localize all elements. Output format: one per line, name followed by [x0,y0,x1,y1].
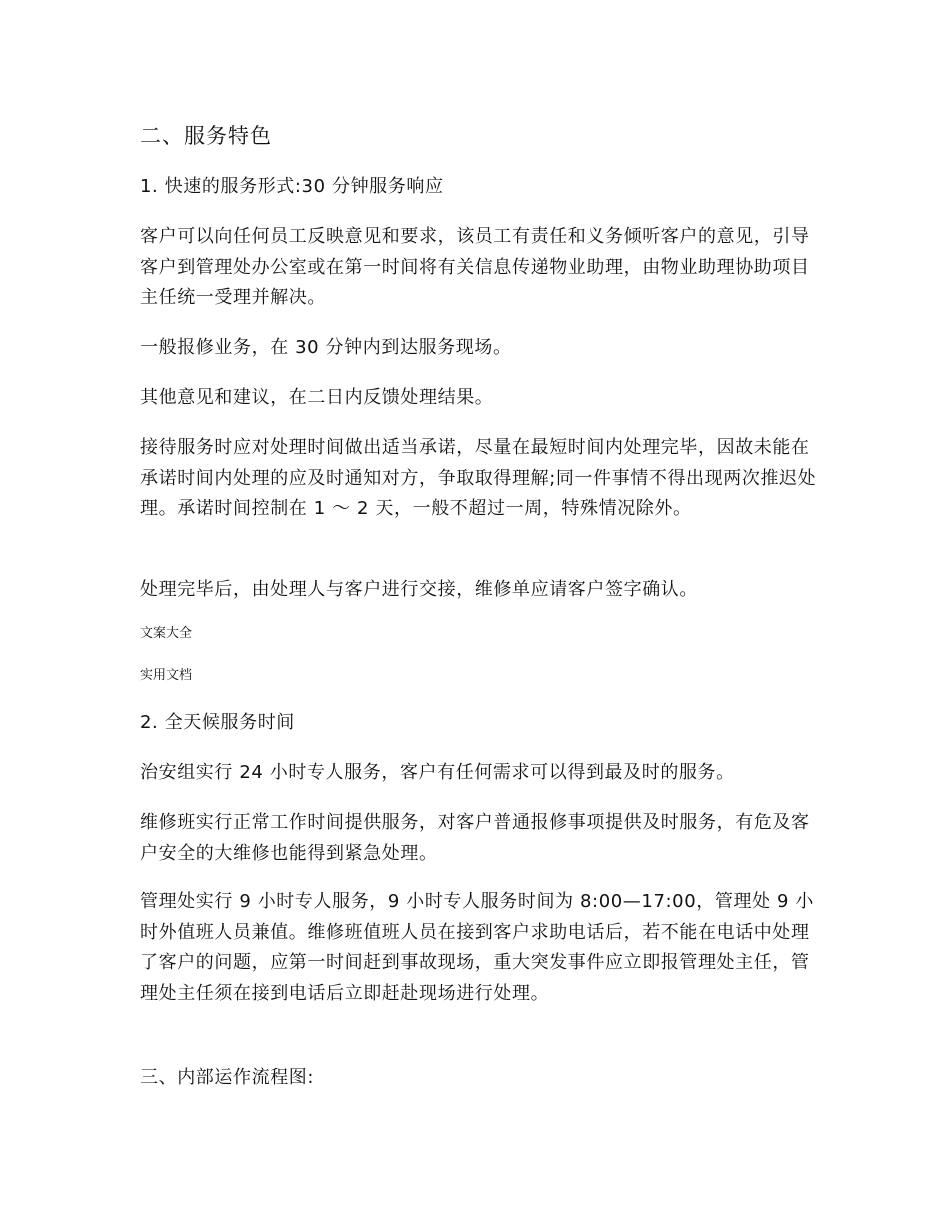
paragraph-handover: 处理完毕后，由处理人与客户进行交接，维修单应请客户签字确认。 [140,579,698,600]
paragraph-security-team: 治安组实行 24 小时专人服务，客户有任何需求可以得到最及时的服务。 [140,762,735,783]
paragraph-suggestions: 其他意见和建议，在二日内反馈处理结果。 [140,387,494,408]
paragraph-reception-commitment: 接待服务时应对处理时间做出适当承诺，尽量在最短时间内处理完毕，因故未能在承诺时间内处理的应及时通知对方，争取取得理解;同一件事情不得出现两次推迟处理。承诺时间控制在 1 ～ 2 天，一般不超过一周，特殊情况除外。 [140,437,817,519]
section-heading-internal-flow: 三、内部运作流程图: [140,1067,315,1088]
subsection-heading-fast-service: 1. 快速的服务形式:30 分钟服务响应 [140,176,444,197]
paragraph-management-office: 管理处实行 9 小时专人服务，9 小时专人服务时间为 8:00—17:00，管理处 9 小时外值班人员兼值。维修班值班人员在接到客户求助电话后，若不能在电话中处理了客户的问题，应第一时间赶到事故现场，重大突发事件应立即报管理处主任，管理处主任须在接到电话后立即赶赴现场进行处理。 [140,891,814,1004]
footer-label-1: 文案大全 [140,626,193,641]
paragraph-maintenance-team: 维修班实行正常工作时间提供服务，对客户普通报修事项提供及时服务，有危及客户安全的大维修也能得到紧急处理。 [140,812,810,864]
paragraph-customer-feedback: 客户可以向任何员工反映意见和要求，该员工有责任和义务倾听客户的意见，引导客户到管理处办公室或在第一时间将有关信息传递物业助理，由物业助理协助项目主任统一受理并解决。 [140,226,810,308]
footer-label-2: 实用文档 [140,668,193,683]
paragraph-repair-response: 一般报修业务，在 30 分钟内到达服务现场。 [140,337,512,358]
subsection-heading-all-day-service: 2. 全天候服务时间 [140,712,295,733]
section-heading-service-features: 二、服务特色 [140,124,272,148]
